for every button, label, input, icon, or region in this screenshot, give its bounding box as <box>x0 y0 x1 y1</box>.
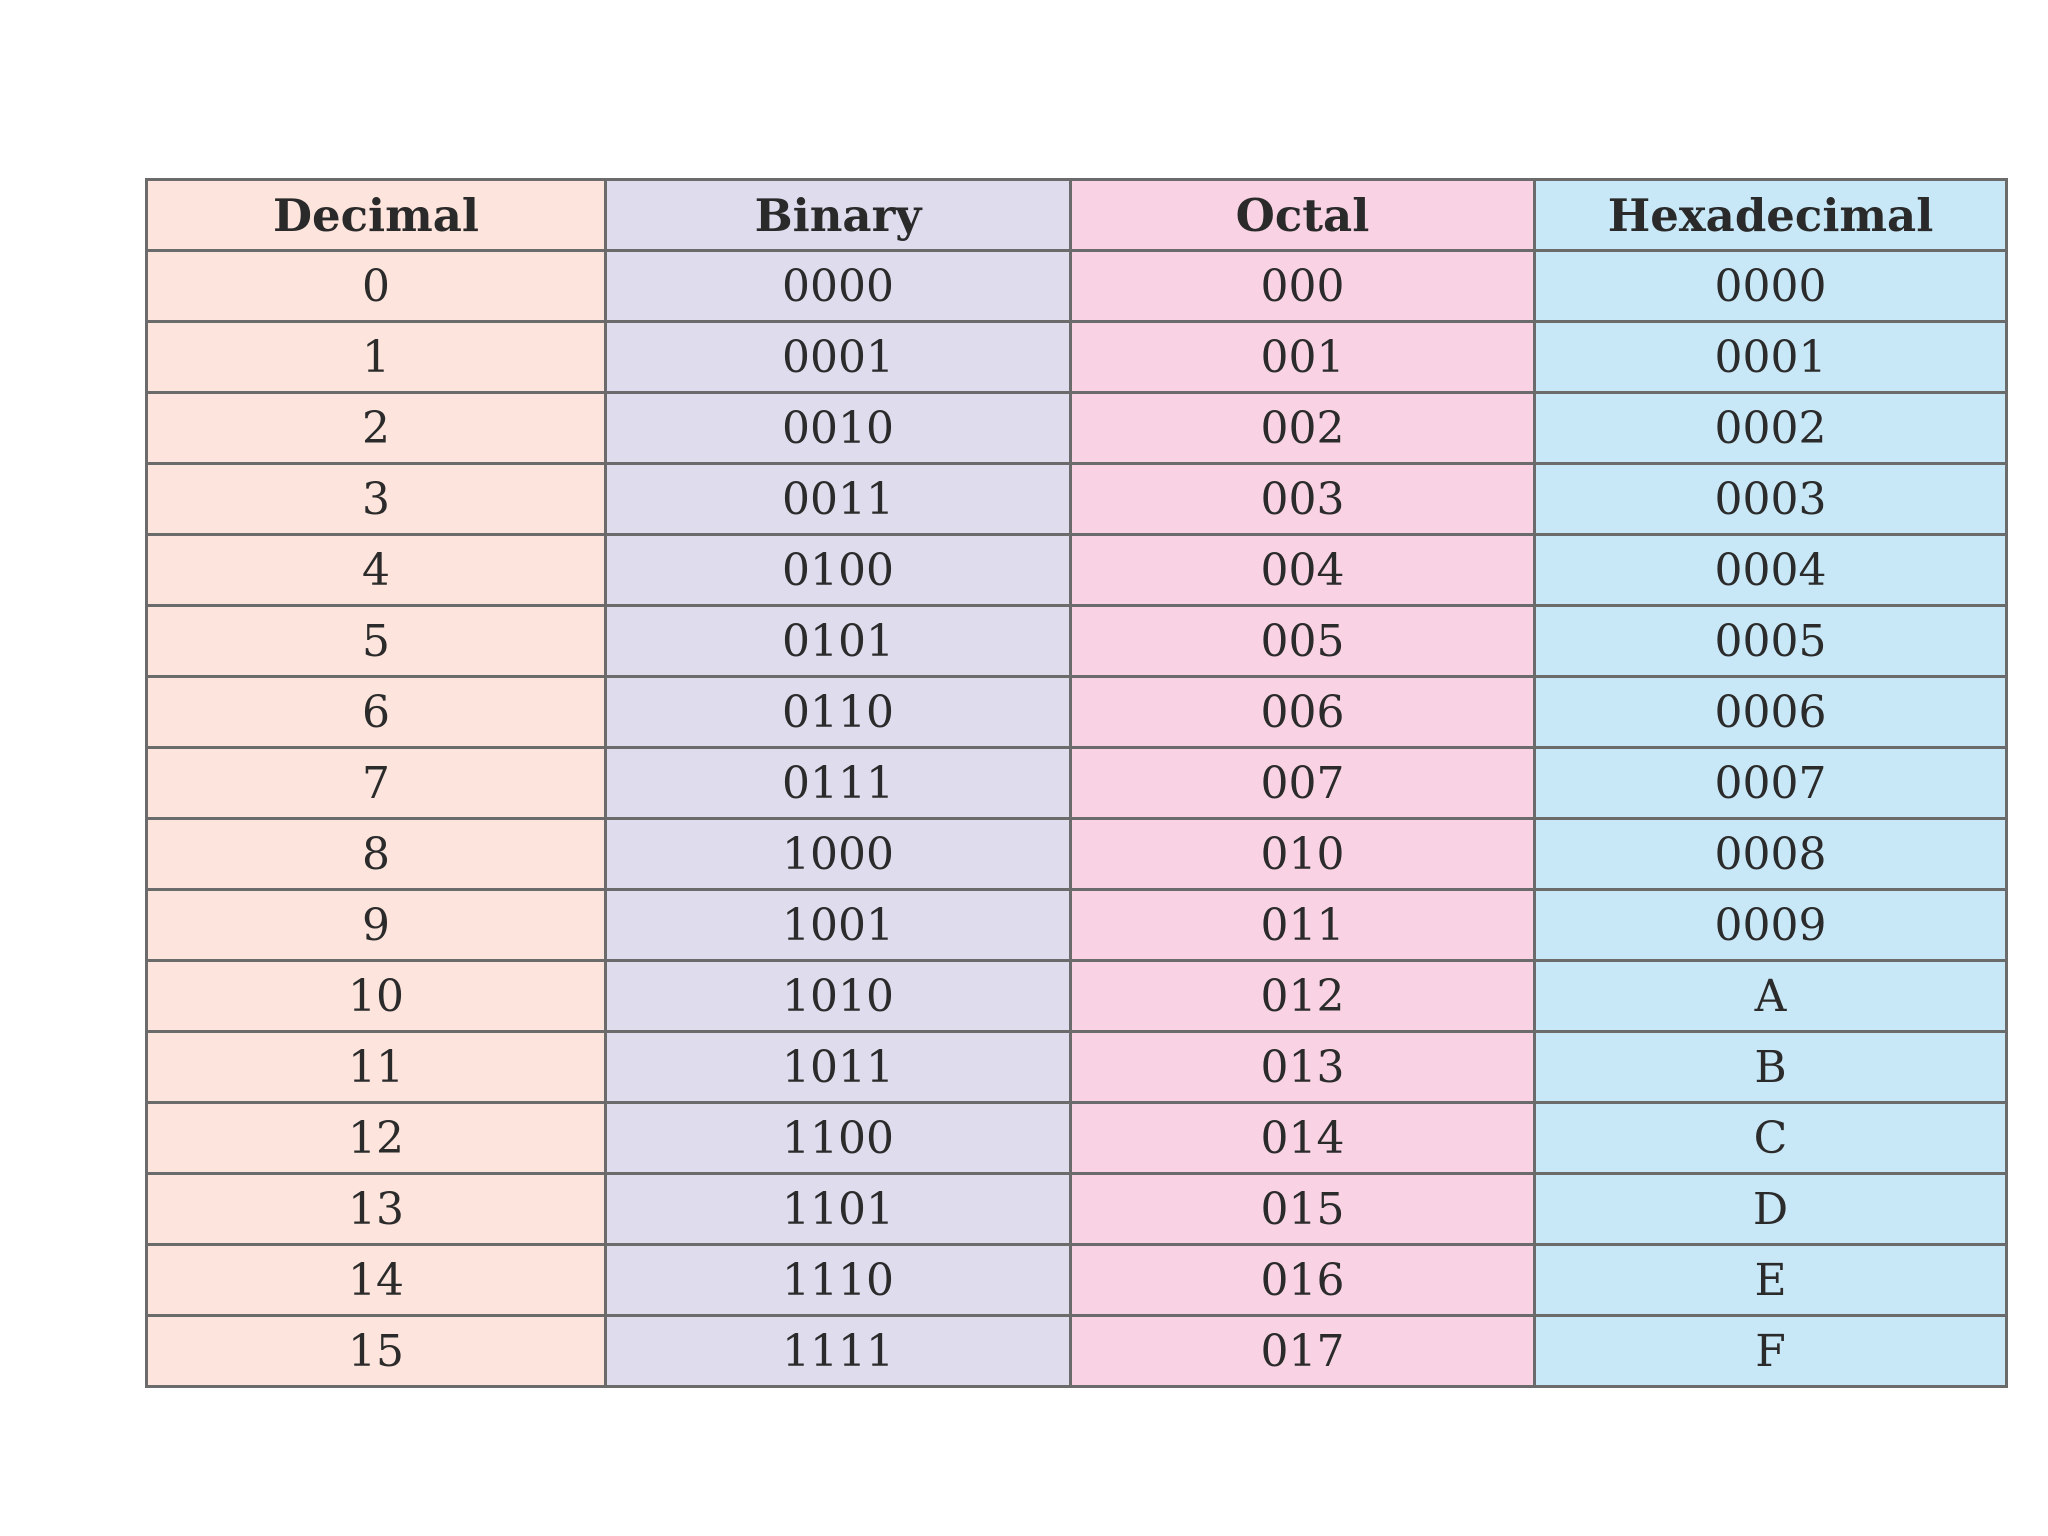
table-row <box>147 1032 2007 1103</box>
cell-binary: 1011 <box>606 1032 1071 1103</box>
cell-hexadecimal: 0008 <box>1535 819 2007 890</box>
cell-octal: 012 <box>1071 961 1535 1032</box>
cell-hexadecimal: 0009 <box>1535 890 2007 961</box>
cell-binary: 1111 <box>606 1316 1071 1387</box>
number-system-table-container <box>145 178 2005 1388</box>
cell-decimal: 14 <box>147 1245 606 1316</box>
cell-binary: 0000 <box>606 251 1071 322</box>
header-binary: Binary <box>606 180 1071 251</box>
cell-hexadecimal: 0007 <box>1535 748 2007 819</box>
table-row <box>147 961 2007 1032</box>
cell-decimal: 13 <box>147 1174 606 1245</box>
cell-hexadecimal: A <box>1535 961 2007 1032</box>
cell-hexadecimal: 0002 <box>1535 393 2007 464</box>
cell-hexadecimal: 0001 <box>1535 322 2007 393</box>
table-row <box>147 606 2007 677</box>
table-row <box>147 748 2007 819</box>
cell-binary: 0011 <box>606 464 1071 535</box>
cell-decimal: 9 <box>147 890 606 961</box>
cell-decimal: 4 <box>147 535 606 606</box>
cell-binary: 1110 <box>606 1245 1071 1316</box>
table-row <box>147 1316 2007 1387</box>
table-row <box>147 819 2007 890</box>
cell-binary: 0100 <box>606 535 1071 606</box>
table-row <box>147 890 2007 961</box>
table-header <box>147 180 2007 251</box>
cell-octal: 007 <box>1071 748 1535 819</box>
table-row <box>147 535 2007 606</box>
cell-binary: 1101 <box>606 1174 1071 1245</box>
cell-octal: 015 <box>1071 1174 1535 1245</box>
cell-decimal: 7 <box>147 748 606 819</box>
table-row <box>147 1245 2007 1316</box>
cell-hexadecimal: 0004 <box>1535 535 2007 606</box>
cell-octal: 005 <box>1071 606 1535 677</box>
table-body <box>147 251 2007 1387</box>
cell-binary: 0010 <box>606 393 1071 464</box>
cell-hexadecimal: C <box>1535 1103 2007 1174</box>
cell-hexadecimal: 0000 <box>1535 251 2007 322</box>
table-row <box>147 322 2007 393</box>
cell-binary: 1100 <box>606 1103 1071 1174</box>
cell-octal: 003 <box>1071 464 1535 535</box>
cell-octal: 017 <box>1071 1316 1535 1387</box>
cell-hexadecimal: F <box>1535 1316 2007 1387</box>
cell-octal: 010 <box>1071 819 1535 890</box>
cell-octal: 011 <box>1071 890 1535 961</box>
header-hexadecimal: Hexadecimal <box>1535 180 2007 251</box>
header-row <box>147 180 2007 251</box>
cell-decimal: 2 <box>147 393 606 464</box>
cell-hexadecimal: E <box>1535 1245 2007 1316</box>
table-row <box>147 677 2007 748</box>
cell-decimal: 12 <box>147 1103 606 1174</box>
cell-hexadecimal: 0005 <box>1535 606 2007 677</box>
table-row <box>147 1103 2007 1174</box>
header-octal: Octal <box>1071 180 1535 251</box>
cell-binary: 0001 <box>606 322 1071 393</box>
table-row <box>147 393 2007 464</box>
cell-binary: 0110 <box>606 677 1071 748</box>
cell-binary: 0111 <box>606 748 1071 819</box>
cell-decimal: 3 <box>147 464 606 535</box>
number-system-table <box>145 178 2008 1388</box>
cell-decimal: 6 <box>147 677 606 748</box>
cell-octal: 014 <box>1071 1103 1535 1174</box>
table-row <box>147 251 2007 322</box>
cell-binary: 1001 <box>606 890 1071 961</box>
cell-octal: 001 <box>1071 322 1535 393</box>
cell-hexadecimal: 0006 <box>1535 677 2007 748</box>
cell-decimal: 0 <box>147 251 606 322</box>
cell-octal: 002 <box>1071 393 1535 464</box>
cell-binary: 1000 <box>606 819 1071 890</box>
cell-binary: 1010 <box>606 961 1071 1032</box>
cell-decimal: 8 <box>147 819 606 890</box>
cell-octal: 013 <box>1071 1032 1535 1103</box>
cell-decimal: 11 <box>147 1032 606 1103</box>
cell-hexadecimal: D <box>1535 1174 2007 1245</box>
cell-hexadecimal: 0003 <box>1535 464 2007 535</box>
cell-binary: 0101 <box>606 606 1071 677</box>
cell-decimal: 15 <box>147 1316 606 1387</box>
table-row <box>147 1174 2007 1245</box>
cell-octal: 006 <box>1071 677 1535 748</box>
cell-octal: 000 <box>1071 251 1535 322</box>
cell-decimal: 10 <box>147 961 606 1032</box>
cell-decimal: 1 <box>147 322 606 393</box>
table-row <box>147 464 2007 535</box>
header-decimal: Decimal <box>147 180 606 251</box>
cell-hexadecimal: B <box>1535 1032 2007 1103</box>
cell-octal: 004 <box>1071 535 1535 606</box>
cell-decimal: 5 <box>147 606 606 677</box>
cell-octal: 016 <box>1071 1245 1535 1316</box>
